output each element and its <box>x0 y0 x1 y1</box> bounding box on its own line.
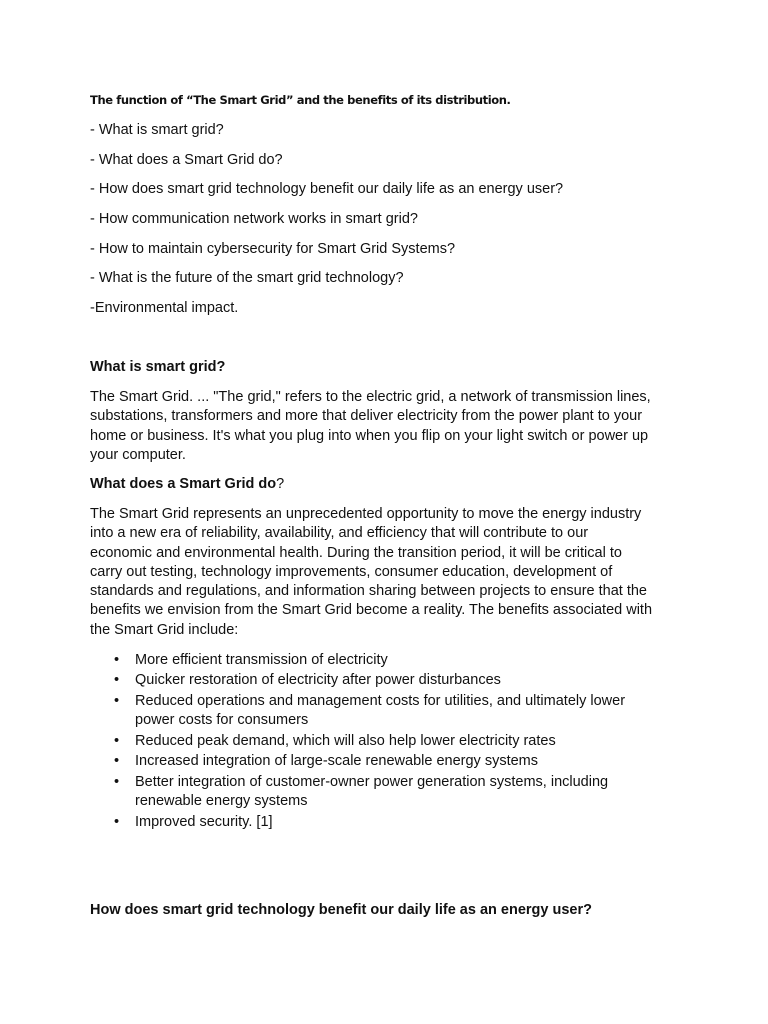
list-item <box>90 732 625 751</box>
outline-item: - What is the future of the smart grid technology? <box>90 270 404 287</box>
paragraph-line: benefits we envision from the Smart Grid become a reality. The benefits associated with <box>90 602 653 619</box>
bullet-icon: • <box>114 773 120 790</box>
bullet-icon: • <box>114 652 120 668</box>
section-heading-what-does-smart-grid-do <box>90 476 284 492</box>
paragraph-line: your computer. <box>90 446 186 463</box>
topic-outline <box>90 121 563 329</box>
list-item-text-continued: power costs for consumers <box>135 712 309 729</box>
heading-bold-text: What does a Smart Grid do <box>90 476 277 492</box>
list-item-text: Quicker restoration of electricity after power disturbances <box>135 672 501 689</box>
list-item <box>90 671 625 690</box>
bullet-icon: • <box>114 732 120 749</box>
outline-item: - How communication network works in smart grid? <box>90 211 418 228</box>
list-item <box>90 692 625 731</box>
paragraph-line: the Smart Grid include: <box>90 621 239 638</box>
outline-item: - What does a Smart Grid do? <box>90 151 283 168</box>
bullet-icon: • <box>114 753 120 770</box>
list-item-text: Better integration of customer-owner power generation systems, including <box>135 773 609 790</box>
document-title: The function of “The Smart Grid” and the benefits of its distribution. <box>90 93 511 107</box>
outline-item: - How does smart grid technology benefit our daily life as an energy user? <box>90 181 564 198</box>
bullet-icon: • <box>114 692 120 709</box>
list-item-text: Reduced peak demand, which will also help lower electricity rates <box>135 732 556 749</box>
paragraph-line: economic and environmental health. During the transition period, it will be critical to <box>90 544 622 561</box>
bullet-icon: • <box>114 672 120 689</box>
bullet-icon: • <box>114 813 120 830</box>
section-paragraph-what-does-smart-grid-do <box>90 505 690 640</box>
list-item-text: More efficient transmission of electricity <box>135 652 388 668</box>
list-item-text: Improved security. [1] <box>135 813 273 830</box>
section-paragraph-what-is-smart-grid <box>90 388 690 465</box>
benefits-list <box>90 651 625 833</box>
list-item-text: Increased integration of large-scale renewable energy systems <box>135 753 538 770</box>
paragraph-line: standards and regulations, and information sharing between projects to ensure that the <box>90 583 647 600</box>
section-heading-daily-life-benefit: How does smart grid technology benefit our daily life as an energy user? <box>90 902 592 918</box>
outline-item: - What is smart grid? <box>90 122 224 138</box>
list-item <box>90 752 625 771</box>
heading-question-mark: ? <box>276 476 285 492</box>
paragraph-line: The Smart Grid. ... "The grid," refers to the electric grid, a network of transmission lines, <box>90 389 651 405</box>
paragraph-line: carry out testing, technology improvements, consumer education, development of <box>90 563 613 580</box>
paragraph-line: into a new era of reliability, availability, and efficiency that will contribute to our <box>90 525 589 542</box>
list-item <box>90 813 625 832</box>
paragraph-line: The Smart Grid represents an unprecedented opportunity to move the energy industry <box>90 506 642 522</box>
outline-item: -Environmental impact. <box>90 300 239 317</box>
list-item <box>90 773 625 812</box>
list-item-text: Reduced operations and management costs for utilities, and ultimately lower <box>135 692 626 709</box>
list-item <box>90 651 625 670</box>
paragraph-line: substations, transformers and more that deliver electricity from the power plant to your <box>90 408 643 425</box>
list-item-text-continued: renewable energy systems <box>135 793 308 810</box>
outline-item: - How to maintain cybersecurity for Smart Grid Systems? <box>90 240 456 257</box>
section-heading-what-is-smart-grid: What is smart grid? <box>90 359 226 375</box>
paragraph-line: home or business. It's what you plug into when you flip on your light switch or power up <box>90 427 649 444</box>
